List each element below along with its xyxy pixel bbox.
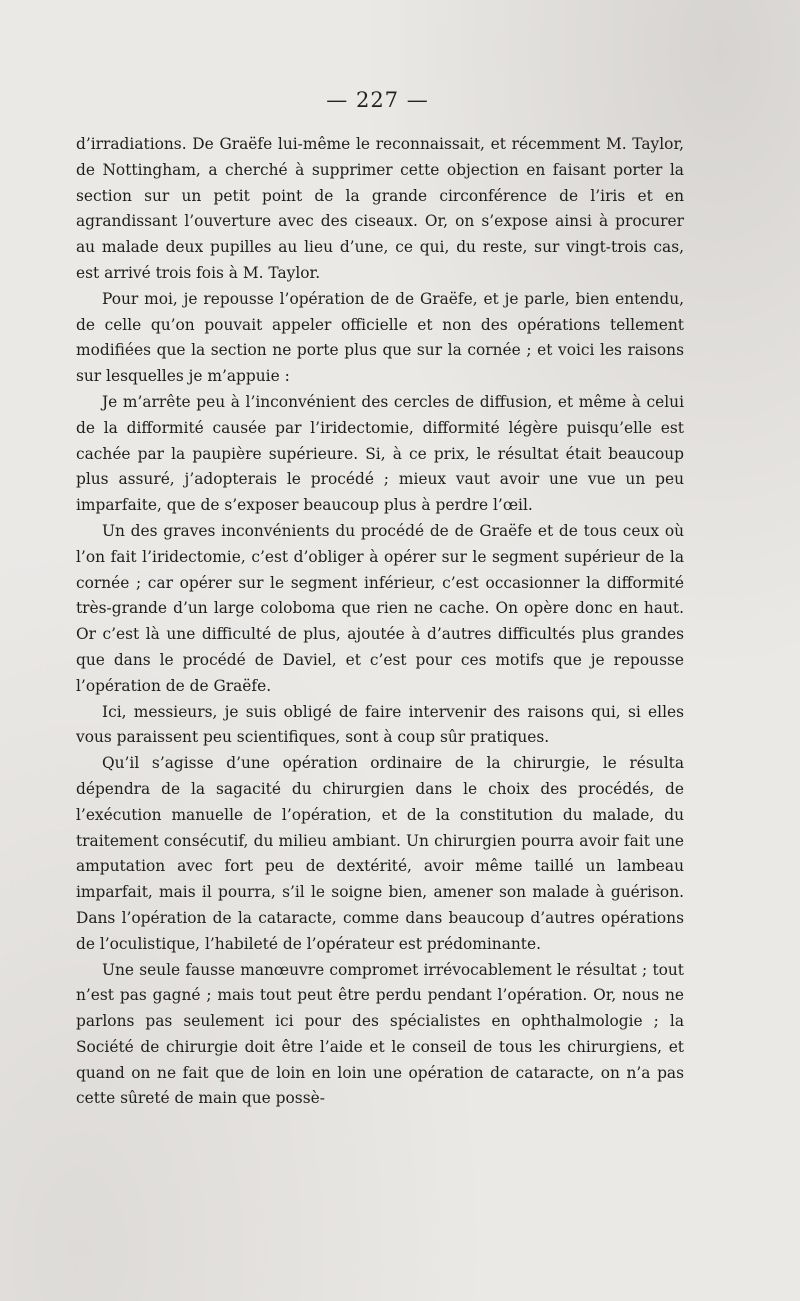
paragraph-6: Qu’il s’agisse d’une opération ordinaire de la chirurgie, le résulta dépendra de la sagacité du chirurgien dans le choix des procédés, de l’exécution manuelle de l’opération, et de la constitution du malade, du traitement consécutif, du milieu ambiant. Un chirurgien pourra avoir fait une amputation avec fort peu de dextérité, avoir même taillé un lambeau imparfait, mais il pourra, s’il le soigne bien, amener son malade à guérison. Dans l’opération de la cataracte, comme dans beaucoup d’autres opérations de l’oculistique, l’habileté de l’opérateur est prédominante. — [76, 754, 684, 953]
paragraph-5: Ici, messieurs, je suis obligé de faire intervenir des raisons qui, si elles vous paraissent peu scientifiques, sont à coup sûr pratiques. — [76, 702, 684, 747]
page-number: — 227 — — [326, 88, 429, 112]
paragraph-3: Je m’arrête peu à l’inconvénient des cercles de diffusion, et même à celui de la difformité causée par l’iridectomie, difformité légère puisqu’elle est cachée par la paupière supérieure. Si, à ce prix, le résultat était beaucoup plus assuré, j’adopterais le procédé ; mieux vaut avoir une vue un peu imparfaite, que de s’exposer beaucoup plus à perdre l’œil. — [76, 392, 684, 515]
paragraph-7: Une seule fausse manœuvre compromet irrévocablement le résultat ; tout n’est pas gagné ; mais tout peut être perdu pendant l’opération. Or, nous ne parlons pas seulement ici pour des spécialistes en ophthalmologie ; la Société de chirurgie doit être l’aide et le conseil de tous les chirurgiens, et quand on ne fait que de loin en loin une opération de cataracte, on n’a pas cette sûreté de main que possè- — [76, 960, 684, 1108]
paragraph-1: d’irradiations. De Graëfe lui-même le reconnaissait, et récemment M. Taylor, de Nottingham, a cherché à supprimer cette objection en faisant porter la section sur un petit point de la grande circonférence de l’iris et en agrandissant l’ouverture avec des ciseaux. Or, on s’expose ainsi à procurer au malade deux pupilles au lieu d’une, ce qui, du reste, sur vingt-trois cas, est arrivé trois fois à M. Taylor. — [76, 135, 684, 282]
paragraph-2: Pour moi, je repousse l’opération de de Graëfe, et je parle, bien entendu, de celle qu’on pouvait appeler officielle et non des opérations tellement modifiées que la section ne porte plus que sur la cornée ; et voici les raisons sur lesquelles je m’appuie : — [76, 289, 684, 386]
paragraph-4: Un des graves inconvénients du procédé de de Graëfe et de tous ceux où l’on fait l’iridectomie, c’est d’obliger à opérer sur le segment supérieur de la cornée ; car opérer sur le segment inférieur, c’est occasionner la difformité très-grande d’un large coloboma que rien ne cache. On opère donc en haut. Or c’est là une difficulté de plus, ajoutée à d’autres difficultés plus grandes que dans le procédé de Daviel, et c’est pour ces motifs que je repousse l’opération de de Graëfe. — [76, 521, 684, 695]
body-text — [76, 132, 684, 1112]
